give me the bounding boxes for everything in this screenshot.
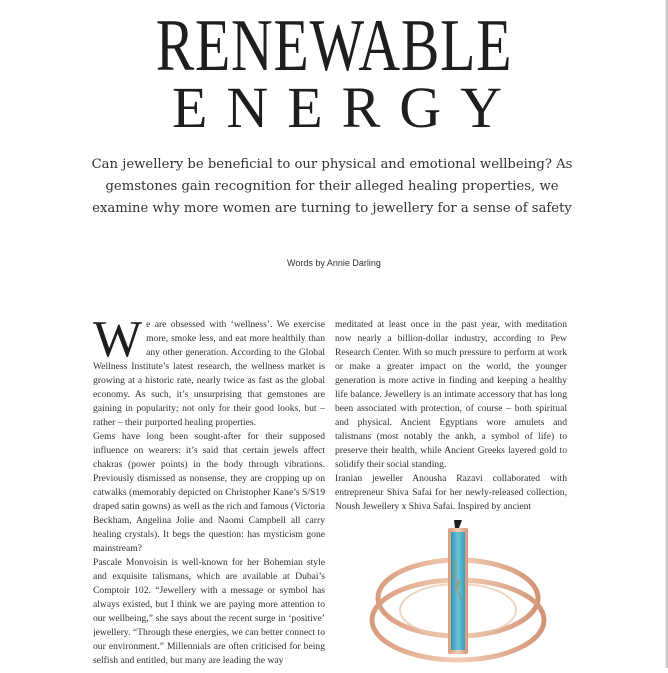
body-column-right	[335, 318, 567, 514]
paragraph: Pascale Monvoisin is well-known for her Bohemian style and exquisite talismans, which are available at Dubai’s Comptoir 102. “Jewellery with a message or symbol has always existed, but I think we are paying more attention to our wellbeing,” she says about the recent surge in ‘positive’ jewellery. “Through these energies, we can better connect to our environment.” Millennials are often criticised for being selfish and entitled, but many are leading the way	[93, 557, 325, 666]
paragraph: e are obsessed with ‘wellness’. We exercise more, smoke less, and eat more healthily than any other generation. According to the Global Wellness Institute’s latest research, the wellness market is growing at a historic rate, nearly twice as fast as the global economy. As such, it’s unsurprising that gemstones are gaining in popularity; not only for their good looks, but – rather – their purported healing properties.	[93, 319, 325, 428]
body-column-left	[93, 318, 325, 668]
paragraph: meditated at least once in the past year, with meditation now nearly a billion-dollar industry, according to Pew Research Center. With so much pressure to perform at work or make a greater impact on the world, the younger generation is more active in finding and keeping a healthy life balance. Jewellery is an intimate accessory that has long been associated with protection, of course – both spiritual and physical. Ancient Egyptians wore amulets and talismans (most notably the ankh, a symbol of life) to preserve their health, while Ancient Greeks layered gold to solidify their social standing.	[335, 319, 567, 470]
headline-letter: Y	[460, 75, 502, 140]
drop-cap: W	[93, 318, 143, 368]
headline-letter: G	[399, 75, 442, 140]
headline-letter: E	[287, 75, 323, 140]
headline-line-1: RENEWABLE	[155, 5, 513, 87]
ring-image	[360, 520, 560, 668]
byline: Words by Annie Darling	[287, 258, 381, 268]
standfirst: Can jewellery be beneficial to our physical and emotional wellbeing? As gemstones gain recognition for their alleged healing properties, we examine why more women are turning to jewellery for a sense of safety	[91, 157, 573, 216]
headline-line-2	[172, 75, 502, 140]
headline-letter: N	[226, 75, 269, 140]
headline-letter: R	[341, 75, 381, 140]
headline-letter: E	[172, 75, 208, 140]
paragraph: Iranian jeweller Anousha Razavi collaborated with entrepreneur Shiva Safai for her newly-released collection, Noush Jewellery x Shiva Safai. Inspired by ancient	[335, 473, 567, 512]
paragraph: Gems have long been sought-after for their supposed influence on wearers: it’s said that certain jewels affect chakras (power points) in the body through vibrations. Previously dismissed as nonsense, they are cropping up on catwalks (memorably depicted on Christopher Kane’s S/S19 draped satin gowns) as well as the rich and famous (Victoria Beckham, Angelina Jolie and Naomi Campbell all carry healing crystals). It begs the question: has mysticism gone mainstream?	[93, 431, 325, 554]
ring-icon	[360, 520, 560, 668]
